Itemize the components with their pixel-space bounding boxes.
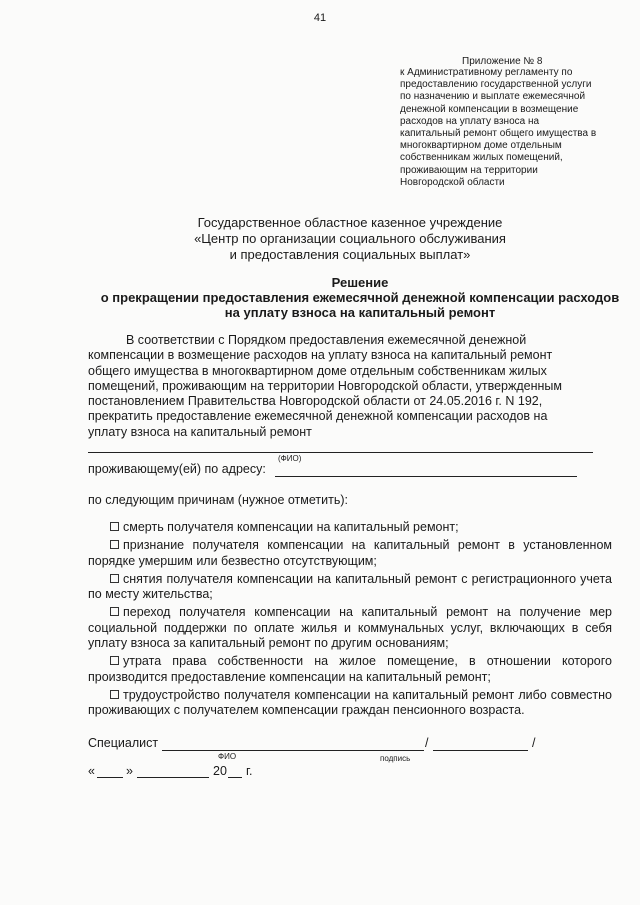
- specialist-label: Специалист: [88, 736, 159, 750]
- annex-line: капитальный ремонт общего имущества в: [400, 128, 597, 140]
- intro-line: уплату взноса на капитальный ремонт: [88, 424, 312, 439]
- intro-line: прекратить предоставление ежемесячной денежной компенсации расходов на: [88, 409, 548, 424]
- specialist-signature-line[interactable]: [433, 750, 528, 751]
- decision-title: Решение: [331, 275, 389, 290]
- reason-item[interactable]: переход получателя компенсации на капитальный ремонт на получение мер социальной поддержки по оплате жилья и коммунальных услуг, включающих в себя уплату взноса за капитальный ремонт по другим основаниям;: [88, 605, 612, 651]
- checkbox[interactable]: [110, 607, 119, 616]
- decision-subtitle: о прекращении предоставления ежемесячной денежной компенсации расходов: [100, 290, 620, 305]
- fio-field-line[interactable]: [88, 452, 593, 453]
- annex-line: проживающим на территории: [400, 164, 538, 176]
- checkbox[interactable]: [110, 656, 119, 665]
- intro-line: помещений, проживающим на территории Новгородской области, утвержденным: [88, 378, 563, 393]
- annex-line: по назначению и выплате ежемесячной: [400, 91, 586, 103]
- reason-item[interactable]: признание получателя компенсации на капитальный ремонт в установленном порядке умершим или безвестно отсутствующим;: [88, 538, 612, 568]
- reason-item[interactable]: трудоустройство получателя компенсации на капитальный ремонт либо совместно проживающих с получателем компенсации граждан пенсионного возраста.: [88, 687, 612, 718]
- checkbox[interactable]: [110, 540, 119, 549]
- fio-caption: ФИО: [218, 752, 237, 761]
- org-line: и предоставления социальных выплат»: [229, 247, 471, 262]
- intro-line: В соответствии с Порядком предоставления ежемесячной денежной: [126, 333, 527, 347]
- annex-line: собственникам жилых помещений,: [400, 152, 563, 164]
- org-line: «Центр по организации социального обслуживания: [194, 231, 506, 246]
- organization-block: [150, 215, 550, 263]
- checkbox[interactable]: [110, 690, 119, 699]
- annex-line: денежной компенсации в возмещение: [400, 103, 579, 115]
- year-suffix: г.: [246, 764, 253, 778]
- annex-line: расходов на уплату взноса на: [400, 115, 540, 127]
- intro-line: постановлением Правительства Новгородской области от 24.05.2016 г. N 192,: [88, 394, 543, 409]
- address-label: проживающему(ей) по адресу:: [88, 462, 266, 476]
- fio-caption: (ФИО): [278, 454, 302, 463]
- checkbox[interactable]: [110, 522, 119, 531]
- intro-line: компенсации в возмещение расходов на уплату взноса на капитальный ремонт: [88, 348, 553, 363]
- reasons-list: [88, 520, 612, 722]
- date-day-line[interactable]: [97, 777, 123, 778]
- reasons-label: по следующим причинам (нужное отметить):: [88, 493, 348, 507]
- decision-title-block: [60, 275, 640, 320]
- signature-caption: подпись: [380, 754, 411, 763]
- org-line: Государственное областное казенное учреждение: [197, 215, 503, 230]
- annex-title: Приложение № 8: [462, 56, 543, 67]
- slash: /: [425, 736, 429, 750]
- year-prefix: 20: [213, 764, 227, 778]
- checkbox[interactable]: [110, 574, 119, 583]
- slash: /: [532, 736, 536, 750]
- intro-paragraph: [88, 333, 588, 440]
- annex-line: предоставлению государственной услуги: [400, 79, 592, 91]
- annex-line: многоквартирном доме отдельным: [400, 140, 562, 152]
- date-month-line[interactable]: [137, 777, 209, 778]
- specialist-fio-line[interactable]: [162, 750, 424, 751]
- reason-item[interactable]: снятия получателя компенсации на капитальный ремонт с регистрационного учета по месту жительства;: [88, 571, 612, 602]
- decision-subtitle: на уплату взноса на капитальный ремонт: [224, 305, 496, 320]
- date-close-quote: »: [126, 764, 133, 778]
- date-year-line[interactable]: [228, 777, 242, 778]
- page-number: 41: [313, 12, 327, 24]
- annex-body: [400, 67, 610, 189]
- annex-line: Новгородской области: [400, 176, 505, 188]
- intro-line: общего имущества в многоквартирном доме отдельным собственникам жилых: [88, 363, 547, 378]
- date-open-quote: «: [88, 764, 95, 778]
- address-field-line[interactable]: [275, 476, 577, 477]
- reason-item[interactable]: смерть получателя компенсации на капитальный ремонт;: [88, 520, 612, 535]
- reason-item[interactable]: утрата права собственности на жилое помещение, в отношении которого производится предоставление компенсации на капитальный ремонт;: [88, 654, 612, 684]
- annex-line: к Административному регламенту по: [400, 67, 573, 78]
